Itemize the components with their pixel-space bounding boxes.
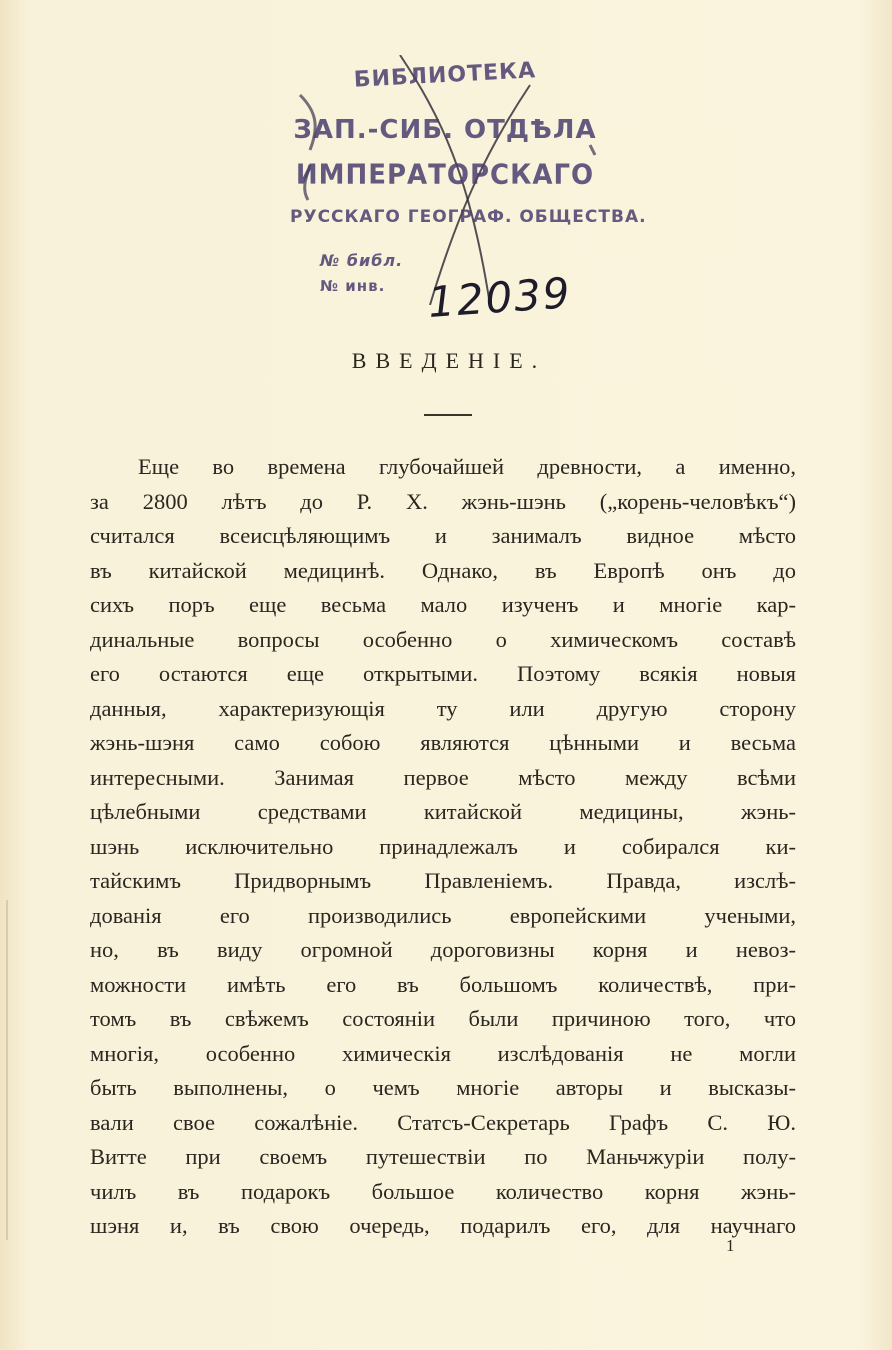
text-line: шэнь исключительно принадлежалъ и собирался ки-: [90, 833, 796, 859]
text-line: но, въ виду огромной дороговизны корня и невоз-: [90, 937, 796, 962]
page-title: ВВЕДЕНІЕ.: [351, 348, 547, 373]
text-line: томъ въ свѣжемъ состояніи были причиною того, что: [90, 1006, 796, 1031]
text-line: быть выполнены, о чемъ многіе авторы и высказы-: [90, 1075, 796, 1100]
stamp-line-library: БИБЛИОТЕКА: [353, 58, 537, 93]
text-line: Еще во времена глубочайшей древности, а именно,: [138, 454, 796, 479]
stamp-line-society: РУССКАГО ГЕОГРАФ. ОБЩЕСТВА.: [290, 207, 647, 227]
text-line: считался всеисцѣляющимъ и занималъ видное мѣсто: [90, 523, 796, 548]
stamp-line-inventory: № инв.: [320, 277, 386, 295]
text-line: шэня и, въ свою очередь, подарилъ его, для научнаго: [90, 1213, 796, 1238]
stamp-line-department: ЗАП.-СИБ. ОТДѢЛА: [293, 115, 597, 145]
library-stamp: [290, 55, 647, 327]
text-line: динальные вопросы особенно о химическомъ составѣ: [90, 626, 796, 652]
stamp-line-library-number: № библ.: [320, 251, 404, 270]
body-paragraph: [90, 450, 796, 1244]
text-line: данныя, характеризующія ту или другую сторону: [90, 695, 796, 721]
text-line: вали свое сожалѣніе. Статсъ-Секретарь Графъ С. Ю.: [90, 1109, 796, 1135]
text-line: Витте при своемъ путешествіи по Маньчжуріи полу-: [90, 1144, 796, 1169]
page-edge-mark: [6, 900, 8, 1240]
text-line: цѣлебными средствами китайской медицины, жэнь-: [90, 799, 796, 824]
title-divider: [424, 414, 472, 416]
text-line: многія, особенно химическія изслѣдованія не могли: [90, 1040, 796, 1066]
text-line: за 2800 лѣтъ до Р. Х. жэнь-шэнь („корень-человѣкъ“): [90, 488, 796, 514]
page-number: 1: [726, 1236, 735, 1255]
text-line: его остаются еще открытыми. Поэтому всякія новыя: [90, 661, 796, 686]
inventory-number-handwritten: 12039: [426, 268, 574, 327]
text-line: въ китайской медицинѣ. Однако, въ Европѣ онъ до: [90, 557, 796, 583]
text-line: жэнь-шэня само собою являются цѣнными и весьма: [90, 730, 796, 755]
text-line: сихъ поръ еще весьма мало изученъ и многіе кар-: [90, 592, 796, 617]
text-line: дованія его производились европейскими учеными,: [90, 902, 796, 928]
text-line: интересными. Занимая первое мѣсто между всѣми: [90, 764, 796, 790]
text-line: тайскимъ Придворнымъ Правленіемъ. Правда, изслѣ-: [90, 868, 796, 893]
stamp-line-imperial: ИМПЕРАТОРСКАГО: [295, 159, 595, 191]
text-line: чилъ въ подарокъ большое количество корня жэнь-: [90, 1178, 796, 1204]
text-line: можности имѣть его въ большомъ количествѣ, при-: [90, 971, 796, 997]
